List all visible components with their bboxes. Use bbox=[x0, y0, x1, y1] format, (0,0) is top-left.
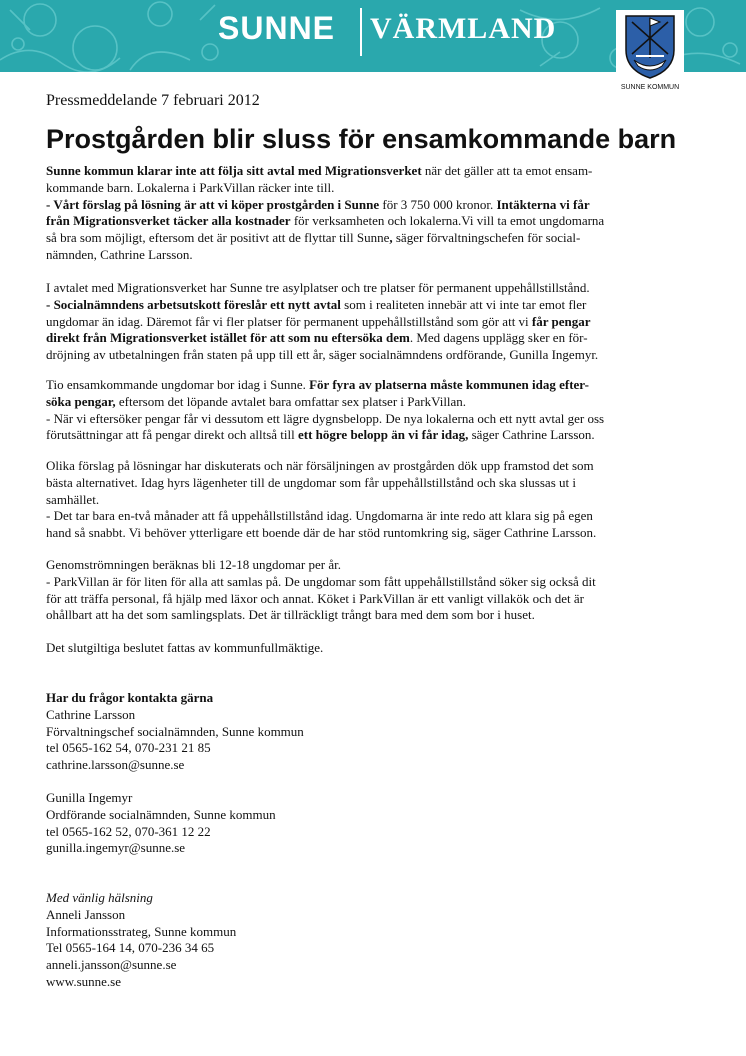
contact-role: Förvaltningschef socialnämnden, Sunne kommun bbox=[46, 723, 304, 739]
contact-heading: Har du frågor kontakta gärna bbox=[46, 690, 214, 705]
paragraph-4 bbox=[46, 458, 682, 542]
p4-text: - Det tar bara en-två månader att få uppehållstillstånd idag. Ungdomarna är inte redo att klara sig på egen bbox=[46, 508, 593, 524]
p5-text: ohållbart att ha det som samlingsplats. Det är tillräckligt trångt bara med dem som bor i huset. bbox=[46, 607, 535, 623]
p3-text: förutsättningar att få pengar direkt och alltså till bbox=[46, 427, 298, 443]
contact-email-link[interactable]: gunilla.ingemyr@sunne.se bbox=[46, 840, 186, 856]
p4-text: samhället. bbox=[46, 491, 100, 507]
p3-bold: söka pengar, bbox=[46, 393, 116, 409]
p3-text: - När vi eftersöker pengar får vi dessutom ett lägre dygnsbelopp. De nya lokalerna och ett nytt avtal ger oss bbox=[46, 410, 605, 426]
signoff-role: Informationsstrateg, Sunne kommun bbox=[46, 923, 237, 939]
p5-text: för att träffa personal, få hjälp med läxor och annat. Köket i ParkVillan är ett vanligt villakök och det är bbox=[46, 590, 584, 606]
p1-text: säger förvaltningschefen för social- bbox=[392, 230, 581, 246]
p1-text: för 3 750 000 kronor. bbox=[379, 196, 497, 212]
p1-bold: - Vårt förslag på lösning är att vi köper prostgården i Sunne bbox=[46, 196, 380, 212]
p2-bold: får pengar bbox=[531, 313, 591, 329]
p4-text: Olika förslag på lösningar har diskuterats och när försäljningen av prostgården dök upp framstod det som bbox=[46, 458, 594, 473]
p5-text: - ParkVillan är för liten för alla att samlas på. De ungdomar som fått uppehållstillstånd söker sig också dit bbox=[46, 573, 596, 589]
p5-text: Genomströmningen beräknas bli 12-18 ungdomar per år. bbox=[46, 557, 341, 572]
p2-text: I avtalet med Migrationsverket har Sunne tre asylplatser och tre platser för permanent uppehållstillstånd. bbox=[46, 280, 590, 295]
signoff-name: Anneli Jansson bbox=[46, 906, 126, 922]
p4-text: hand så snabbt. Vi behöver ytterligare ett boende där de har stöd runtomkring sig, säger Cathrine Larsson. bbox=[46, 525, 597, 541]
brand-sunne: SUNNE bbox=[218, 10, 336, 46]
p2-bold: direkt från Migrationsverket istället för att som nu eftersöka dem bbox=[46, 330, 410, 346]
paragraph-1 bbox=[46, 163, 682, 264]
contact-block-2 bbox=[46, 790, 682, 857]
p2-bold: - Socialnämndens arbetsutskott föreslår ett nytt avtal bbox=[46, 296, 341, 312]
p3-bold: ett högre belopp än vi får idag, bbox=[297, 427, 469, 443]
signoff-greeting: Med vänlig hälsning bbox=[46, 890, 153, 905]
p2-text: som i realiteten innebär att vi inte tar emot fler bbox=[340, 296, 587, 312]
paragraph-3 bbox=[46, 377, 682, 444]
coat-of-arms-icon bbox=[616, 10, 684, 82]
contact-phone: tel 0565-162 52, 070-361 12 22 bbox=[46, 823, 211, 839]
signoff-block bbox=[46, 890, 682, 991]
contact-email-link[interactable]: cathrine.larsson@sunne.se bbox=[46, 757, 185, 773]
brand-varmland: VÄRMLAND bbox=[370, 12, 557, 45]
headline: Prostgården blir sluss för ensamkommande barn bbox=[46, 124, 677, 154]
p1-bold: Intäkterna vi får bbox=[496, 196, 590, 212]
p2-text: ungdomar än idag. Däremot får vi fler platser för permanent uppehållstillstånd som gör att vi bbox=[46, 313, 532, 329]
p3-text: eftersom det löpande avtalet bara omfattar sex platser i ParkVillan. bbox=[115, 393, 467, 409]
p3-text: säger Cathrine Larsson. bbox=[468, 427, 595, 443]
paragraph-5 bbox=[46, 557, 682, 624]
p6-text: Det slutgiltiga beslutet fattas av kommunfullmäktige. bbox=[46, 640, 324, 655]
press-release-date: Pressmeddelande 7 februari 2012 bbox=[46, 92, 260, 109]
signoff-phone: Tel 0565-164 14, 070-236 34 65 bbox=[46, 940, 215, 956]
p1-bold: Sunne kommun klarar inte att följa sitt avtal med Migrationsverket bbox=[46, 163, 422, 178]
signoff-email-link[interactable]: anneli.jansson@sunne.se bbox=[46, 957, 177, 973]
website-link[interactable]: www.sunne.se bbox=[46, 973, 121, 989]
p1-text: så bra som möjligt, eftersom det är positivt att de flyttar till Sunne bbox=[46, 230, 390, 246]
contact-block-1 bbox=[46, 690, 682, 774]
p3-text: Tio ensamkommande ungdomar bor idag i Sunne. bbox=[46, 377, 310, 392]
p1-text: för verksamheten och lokalerna.Vi vill ta emot ungdomarna bbox=[290, 213, 605, 229]
logo-caption: SUNNE KOMMUN bbox=[620, 84, 680, 91]
p1-text: nämnden, Cathrine Larsson. bbox=[46, 246, 193, 262]
paragraph-6 bbox=[46, 640, 682, 657]
p4-text: bästa alternativet. Idag hyrs lägenheter till de ungdomar som får uppehållstillstånd och ska slussas ut i bbox=[46, 474, 576, 490]
p2-text: . Med dagens upplägg sker en för- bbox=[409, 330, 588, 346]
p1-bold: från Migrationsverket täcker alla kostnader bbox=[46, 213, 291, 229]
contact-role: Ordförande socialnämnden, Sunne kommun bbox=[46, 806, 276, 822]
p1-text: när det gäller att ta emot ensam- bbox=[421, 163, 593, 178]
contact-phone: tel 0565-162 54, 070-231 21 85 bbox=[46, 740, 211, 756]
contact-name: Gunilla Ingemyr bbox=[46, 790, 133, 805]
p2-text: dröjning av utbetalningen från staten på upp till ett år, säger socialnämndens ordförande, Gunilla Ingemyr. bbox=[46, 347, 599, 363]
paragraph-2 bbox=[46, 280, 682, 364]
p1-text: kommande barn. Lokalerna i ParkVillan räcker inte till. bbox=[46, 179, 335, 195]
brand-divider bbox=[360, 8, 362, 56]
p1-bold: , bbox=[389, 230, 393, 246]
p3-bold: För fyra av platserna måste kommunen idag efter- bbox=[309, 377, 589, 392]
contact-name: Cathrine Larsson bbox=[46, 706, 136, 722]
